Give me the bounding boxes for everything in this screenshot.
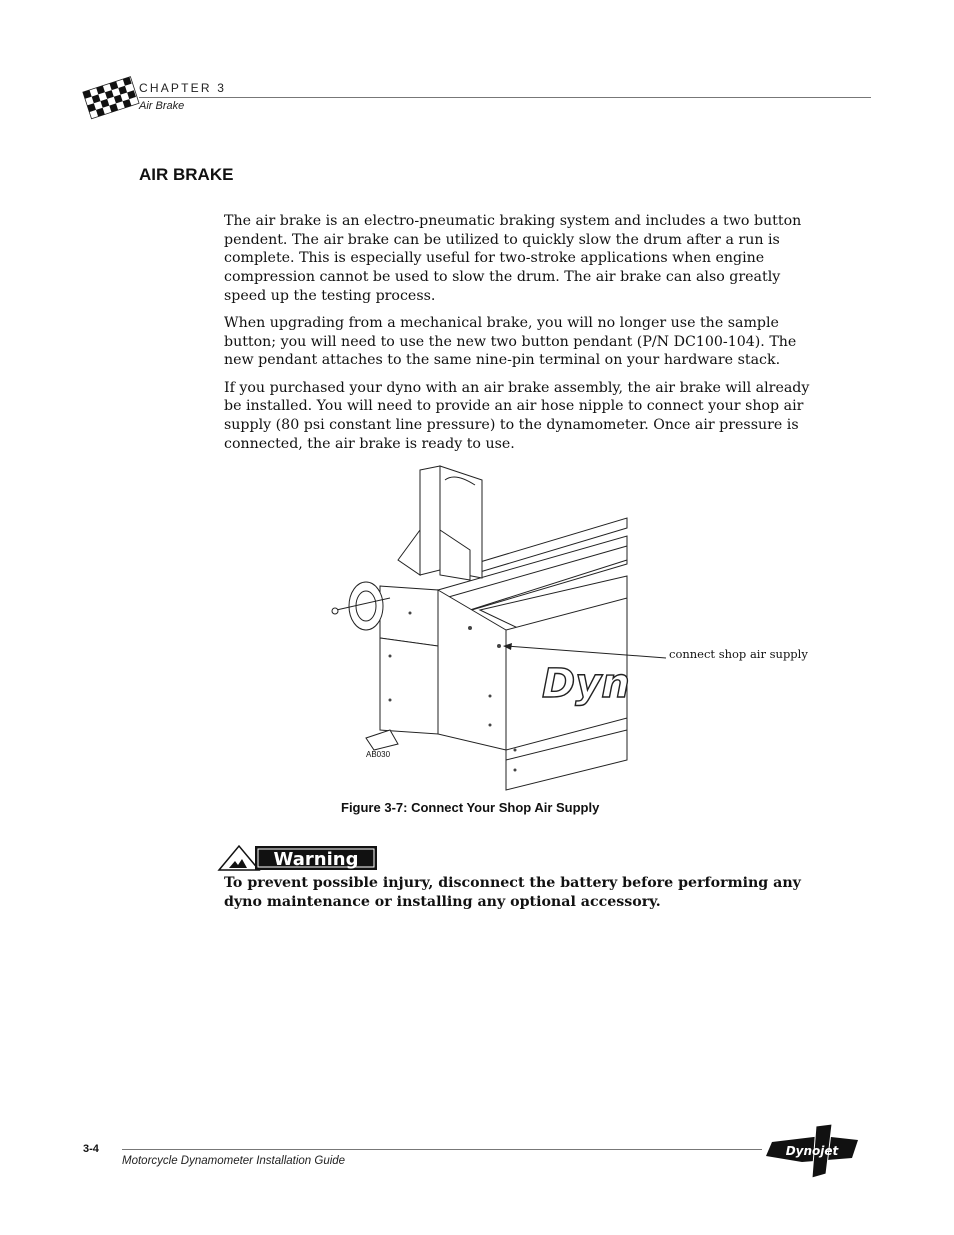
- header-rule: [139, 97, 871, 98]
- figure-caption: Figure 3-7: Connect Your Shop Air Supply: [341, 800, 600, 815]
- checkered-flag-logo: [80, 74, 140, 122]
- figure-code: AB030: [366, 750, 391, 759]
- body-text: [224, 212, 824, 462]
- paragraph: The air brake is an electro-pneumatic braking system and includes a two button pendent. The air brake can be utilized to quickly slow the drum after a run is complete. This is especially useful for two-stroke applications when engine compression cannot be used to slow the drum. The air brake can also greatly speed up the testing process.: [224, 213, 802, 304]
- logo-text: Dynojet: [785, 1144, 839, 1158]
- panel-logo-text: Dyn: [542, 661, 630, 707]
- warning-text: To prevent possible injury, disconnect the battery before performing any dyno maintenance or installing any optional accessory.: [224, 875, 801, 910]
- running-section-title: Air Brake: [139, 100, 185, 112]
- warning-badge-text: Warning: [273, 849, 359, 870]
- callout-label: connect shop air supply: [669, 647, 808, 661]
- paragraph: If you purchased your dyno with an air brake assembly, the air brake will already be installed. You will need to provide an air hose nipple to connect your shop air supply (80 psi constant line pressure) to the dynamometer. Once air pressure is connected, the air brake is ready to use.: [224, 379, 810, 452]
- warning-icon: [217, 844, 379, 872]
- footer-doc-title: Motorcycle Dynamometer Installation Guide: [122, 1155, 346, 1167]
- footer-rule: [122, 1149, 762, 1150]
- dyno-illustration: [330, 460, 830, 795]
- page-number: 3-4: [83, 1143, 99, 1155]
- dynojet-logo: [762, 1122, 866, 1180]
- chapter-label: CHAPTER 3: [139, 81, 227, 95]
- paragraph: When upgrading from a mechanical brake, you will no longer use the sample button; you will need to use the new two button pendant (P/N DC100-104). The new pendant attaches to the same nine-pin terminal on your hardware stack.: [224, 315, 797, 369]
- page-title: AIR BRAKE: [139, 165, 234, 184]
